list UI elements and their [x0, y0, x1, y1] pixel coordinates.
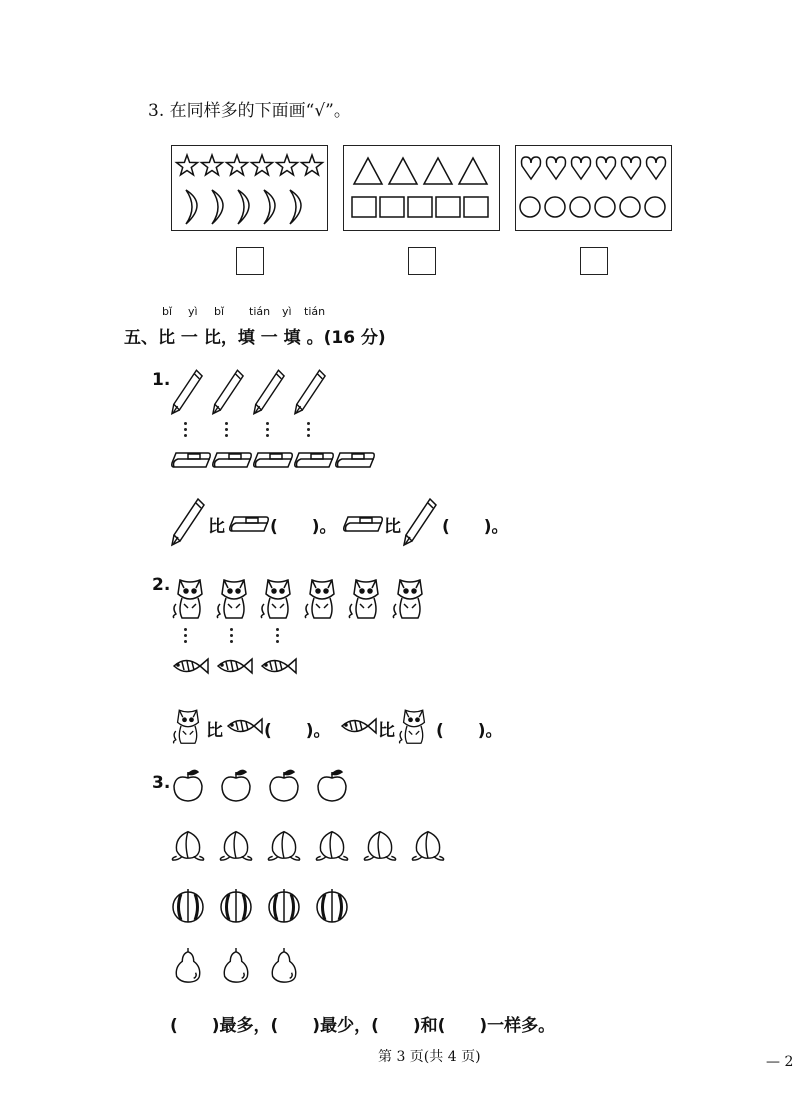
hearts-circles-figure — [516, 146, 671, 230]
square-icon — [464, 197, 488, 217]
pinyin-1: bǐ — [162, 305, 173, 318]
triangle-icon — [424, 158, 452, 184]
page-number: 第 3 页(共 4 页) — [378, 1049, 481, 1065]
pear-icon — [218, 948, 254, 984]
connector-dots — [230, 628, 234, 646]
answer-blank-4[interactable]: ( )。 — [436, 721, 503, 741]
connector-dots — [266, 422, 270, 440]
pinyin-2: yì — [188, 305, 198, 318]
circle-icon — [645, 197, 665, 217]
circle-row — [520, 197, 665, 217]
heart-icon — [597, 157, 616, 179]
watermelon-icon — [170, 888, 206, 924]
peach-row — [170, 826, 470, 864]
triangle-row — [354, 158, 487, 184]
cat-icon — [390, 572, 430, 622]
connector-dots — [276, 628, 280, 646]
stars-moons-figure — [172, 146, 327, 230]
answer-box-3[interactable] — [580, 247, 608, 275]
square-row — [352, 197, 488, 217]
apple-icon — [266, 768, 302, 804]
crescent-moon-icon — [212, 190, 223, 224]
circle-icon — [570, 197, 590, 217]
apple-icon — [218, 768, 254, 804]
circle-icon — [545, 197, 565, 217]
circle-icon — [620, 197, 640, 217]
peach-icon — [362, 826, 398, 862]
page-edge-mark: — 2 — [766, 1054, 794, 1070]
apple-icon — [170, 768, 206, 804]
pear-icon — [170, 948, 206, 984]
connector-dots — [307, 422, 311, 440]
answer-box-1[interactable] — [236, 247, 264, 275]
connector-dots — [184, 628, 188, 646]
star-icon — [277, 155, 298, 175]
star-row — [177, 155, 323, 175]
pinyin-6: tián — [304, 305, 326, 318]
bi-label: 比 — [384, 517, 401, 537]
fish-icon — [258, 654, 298, 678]
problem-1-answer-line — [170, 497, 610, 547]
eraser-icon — [211, 448, 253, 472]
eraser-icon — [334, 448, 376, 472]
eraser-row — [170, 446, 390, 474]
pinyin-3: bǐ — [214, 305, 225, 318]
p1-dotted-connectors — [170, 422, 350, 442]
peach-icon — [314, 826, 350, 862]
star-icon — [202, 155, 223, 175]
pear-icon — [266, 948, 302, 984]
triangles-squares-figure — [344, 146, 499, 230]
panel-triangles-squares — [343, 145, 500, 231]
star-icon — [177, 155, 198, 175]
pencil-icon — [170, 366, 204, 418]
eraser-icon — [228, 513, 270, 535]
circle-icon — [595, 197, 615, 217]
heart-icon — [522, 157, 541, 179]
crescent-moon-icon — [238, 190, 249, 224]
problem-1-number: 1. — [152, 370, 171, 390]
moon-row — [186, 190, 301, 224]
section-5-title: 五、比 一 比，填 一 填 。(16 分) — [124, 328, 386, 348]
apple-icon — [314, 768, 350, 804]
pencil-icon — [170, 497, 206, 547]
bi-label: 比 — [206, 721, 223, 741]
connector-dots — [184, 422, 188, 440]
peach-icon — [266, 826, 302, 862]
answer-blank-2[interactable]: ( )。 — [442, 517, 509, 537]
fish-row — [170, 652, 320, 680]
pear-row — [170, 948, 470, 986]
square-icon — [352, 197, 376, 217]
heart-icon — [622, 157, 641, 179]
watermelon-icon — [218, 888, 254, 924]
cat-icon — [396, 705, 432, 745]
pinyin-5: yì — [282, 305, 292, 318]
cat-icon — [170, 705, 206, 745]
problem-3-number: 3. — [152, 773, 171, 793]
heart-icon — [547, 157, 566, 179]
p2-dotted-connectors — [170, 628, 350, 648]
square-icon — [380, 197, 404, 217]
pencil-row — [170, 366, 350, 420]
cat-icon — [170, 572, 210, 622]
circle-icon — [520, 197, 540, 217]
answer-box-2[interactable] — [408, 247, 436, 275]
star-icon — [252, 155, 273, 175]
pencil-icon — [402, 497, 438, 547]
pencil-icon — [293, 366, 327, 418]
square-icon — [408, 197, 432, 217]
bi-label: 比 — [208, 517, 225, 537]
panel-stars-moons — [171, 145, 328, 231]
peach-icon — [410, 826, 446, 862]
fish-icon — [338, 715, 378, 737]
pencil-icon — [252, 366, 286, 418]
problem-2-number: 2. — [152, 575, 171, 595]
star-icon — [227, 155, 248, 175]
heart-icon — [572, 157, 591, 179]
connector-dots — [225, 422, 229, 440]
triangle-icon — [459, 158, 487, 184]
apple-row — [170, 768, 470, 804]
eraser-icon — [170, 448, 212, 472]
eraser-icon — [342, 513, 384, 535]
crescent-moon-icon — [290, 190, 301, 224]
star-icon — [302, 155, 323, 175]
heart-row — [522, 157, 666, 179]
square-icon — [436, 197, 460, 217]
crescent-moon-icon — [186, 190, 197, 224]
cat-icon — [214, 572, 254, 622]
fish-icon — [224, 715, 264, 737]
answer-blank-1[interactable]: ( )。 — [270, 517, 337, 537]
cat-icon — [302, 572, 342, 622]
peach-icon — [218, 826, 254, 862]
problem-3-answer-line[interactable]: ( )最多，( )最少，( )和( )一样多。 — [170, 1016, 556, 1036]
watermelon-icon — [314, 888, 350, 924]
bi-label: 比 — [378, 721, 395, 741]
watermelon-row — [170, 888, 470, 924]
panel-hearts-circles — [515, 145, 672, 231]
heart-icon — [647, 157, 666, 179]
pinyin-4: tián — [249, 305, 271, 318]
answer-blank-3[interactable]: ( )。 — [264, 721, 331, 741]
eraser-icon — [293, 448, 335, 472]
fish-icon — [170, 654, 210, 678]
pencil-icon — [211, 366, 245, 418]
eraser-icon — [252, 448, 294, 472]
cat-row — [170, 572, 440, 624]
cat-icon — [346, 572, 386, 622]
peach-icon — [170, 826, 206, 862]
crescent-moon-icon — [264, 190, 275, 224]
fish-icon — [214, 654, 254, 678]
problem-2-answer-line — [170, 705, 610, 747]
triangle-icon — [389, 158, 417, 184]
watermelon-icon — [266, 888, 302, 924]
cat-icon — [258, 572, 298, 622]
triangle-icon — [354, 158, 382, 184]
question-3-title: 3. 在同样多的下面画“√”。 — [148, 101, 351, 121]
